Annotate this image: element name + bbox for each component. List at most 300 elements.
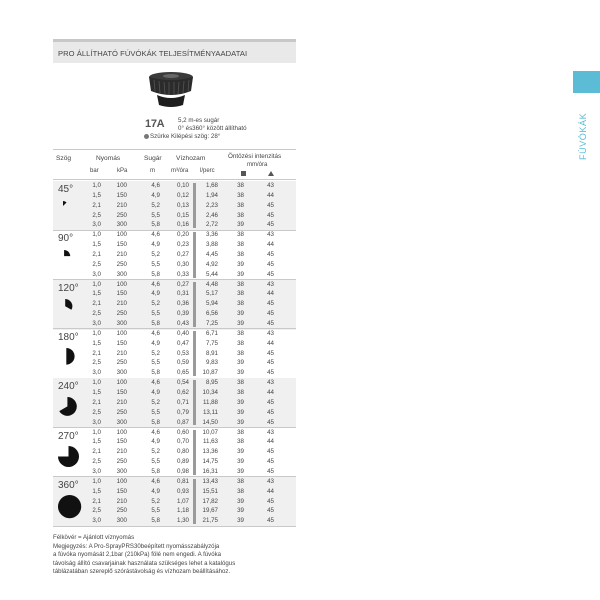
table-cell: 4,9 xyxy=(151,290,160,298)
table-row xyxy=(53,388,296,398)
table-cell: 44 xyxy=(267,339,274,347)
table-cell: 1,94 xyxy=(205,191,218,199)
table-cell: 2,5 xyxy=(92,260,101,268)
table-cell: 100 xyxy=(116,379,127,387)
table-cell: 16,31 xyxy=(202,467,218,475)
table-cell: 7,75 xyxy=(205,339,218,347)
table-row xyxy=(53,309,296,319)
table-cell: 2,1 xyxy=(92,398,101,406)
table-cell: 1,07 xyxy=(176,497,189,505)
table-cell: 150 xyxy=(116,487,127,495)
table-row xyxy=(53,447,296,457)
table-cell: 21,75 xyxy=(202,517,218,525)
exit-angle: Kilépési szög: 28° xyxy=(171,133,221,141)
table-cell: 38 xyxy=(237,251,244,259)
table-cell: 45 xyxy=(267,349,274,357)
table-group xyxy=(53,329,296,379)
table-cell: 0,27 xyxy=(176,251,189,259)
table-cell: 0,89 xyxy=(176,458,189,466)
table-cell: 0,33 xyxy=(176,270,189,278)
footnote-line: táblázatában szereplő szórástávolság és vízhozam beállításához. xyxy=(53,568,231,575)
table-cell: 6,56 xyxy=(205,310,218,318)
table-cell: 0,70 xyxy=(176,438,189,446)
table-cell: 39 xyxy=(237,497,244,505)
table-cell: 3,0 xyxy=(92,221,101,229)
header-bottom-rule xyxy=(53,179,296,180)
table-cell: 5,2 xyxy=(151,300,160,308)
table-cell: 4,9 xyxy=(151,438,160,446)
table-cell: 2,5 xyxy=(92,458,101,466)
table-cell: 0,15 xyxy=(176,211,189,219)
table-row xyxy=(53,487,296,497)
table-cell: 4,9 xyxy=(151,241,160,249)
table-group xyxy=(53,181,296,231)
table-cell: 44 xyxy=(267,290,274,298)
table-group xyxy=(53,477,296,527)
table-row xyxy=(53,211,296,221)
header-kpa: kPa xyxy=(117,168,128,174)
table-cell: 0,98 xyxy=(176,467,189,475)
table-cell: 4,6 xyxy=(151,477,160,485)
table-cell: 4,6 xyxy=(151,231,160,239)
table-row xyxy=(53,230,296,240)
table-cell: 39 xyxy=(237,369,244,377)
table-cell: 0,27 xyxy=(176,280,189,288)
table-cell: 300 xyxy=(116,418,127,426)
table-cell: 210 xyxy=(116,448,127,456)
table-cell: 13,36 xyxy=(202,448,218,456)
table-cell: 2,23 xyxy=(205,201,218,209)
table-cell: 150 xyxy=(116,290,127,298)
table-cell: 5,8 xyxy=(151,418,160,426)
table-group xyxy=(53,230,296,280)
footnote-line: Megjegyzés: A Pro-SprayPRS30beépített nyomásszabályzója xyxy=(53,542,220,550)
header-top-rule xyxy=(53,149,296,150)
table-cell: 250 xyxy=(116,408,127,416)
table-cell: 38 xyxy=(237,290,244,298)
table-cell: 5,8 xyxy=(151,467,160,475)
table-cell: 5,8 xyxy=(151,369,160,377)
table-cell: 43 xyxy=(267,329,274,337)
table-cell: 13,11 xyxy=(202,408,218,416)
table-row xyxy=(53,497,296,507)
table-cell: 250 xyxy=(116,458,127,466)
header-radius-unit: m xyxy=(150,168,155,174)
table-cell: 300 xyxy=(116,270,127,278)
header-flow-unit2: l/perc xyxy=(200,168,215,174)
table-cell: 2,5 xyxy=(92,359,101,367)
spec-line-color xyxy=(144,133,247,141)
table-cell: 39 xyxy=(237,310,244,318)
table-cell: 100 xyxy=(116,280,127,288)
table-cell: 0,65 xyxy=(176,369,189,377)
table-cell: 3,0 xyxy=(92,418,101,426)
table-row xyxy=(53,191,296,201)
table-cell: 38 xyxy=(237,379,244,387)
table-cell: 5,17 xyxy=(205,290,218,298)
table-cell: 0,16 xyxy=(176,221,189,229)
table-cell: 44 xyxy=(267,241,274,249)
table-cell: 210 xyxy=(116,398,127,406)
arc-angle-label: 90° xyxy=(58,233,74,245)
table-cell: 3,0 xyxy=(92,467,101,475)
table-cell: 45 xyxy=(267,467,274,475)
table-cell: 38 xyxy=(237,300,244,308)
table-row xyxy=(53,339,296,349)
header-precip: Öntözési intenzitás xyxy=(228,153,282,160)
table-cell: 250 xyxy=(116,260,127,268)
table-cell: 38 xyxy=(237,339,244,347)
table-cell: 1,0 xyxy=(92,329,101,337)
table-cell: 45 xyxy=(267,221,274,229)
table-cell: 45 xyxy=(267,517,274,525)
table-cell: 44 xyxy=(267,487,274,495)
table-cell: 4,6 xyxy=(151,280,160,288)
footnote-line: távolság állító csavarjainak használata szükséges lehet a katalógus xyxy=(53,559,236,567)
table-cell: 45 xyxy=(267,201,274,209)
table-cell: 1,5 xyxy=(92,438,101,446)
table-row xyxy=(53,299,296,309)
table-cell: 38 xyxy=(237,428,244,436)
table-cell: 1,5 xyxy=(92,389,101,397)
table-row xyxy=(53,329,296,339)
square-spacing-icon xyxy=(241,171,246,176)
table-cell: 0,71 xyxy=(176,398,189,406)
table-cell: 43 xyxy=(267,231,274,239)
table-cell: 39 xyxy=(237,517,244,525)
header-precip-unit: mm/óra xyxy=(247,162,268,168)
section-side-label: FÚVÓKÁK xyxy=(578,112,588,160)
table-row xyxy=(53,506,296,516)
table-cell: 150 xyxy=(116,438,127,446)
table-cell: 17,82 xyxy=(202,497,218,505)
table-cell: 5,5 xyxy=(151,211,160,219)
table-cell: 0,10 xyxy=(176,182,189,189)
table-cell: 1,5 xyxy=(92,191,101,199)
color-name: Szürke xyxy=(150,133,170,141)
header-angle: Szög xyxy=(56,155,72,162)
table-cell: 14,75 xyxy=(202,458,218,466)
table-cell: 43 xyxy=(267,182,274,189)
table-cell: 10,34 xyxy=(202,389,218,397)
table-cell: 0,60 xyxy=(176,428,189,436)
table-cell: 43 xyxy=(267,428,274,436)
table-cell: 38 xyxy=(237,211,244,219)
table-cell: 300 xyxy=(116,517,127,525)
table-cell: 2,1 xyxy=(92,448,101,456)
table-cell: 5,8 xyxy=(151,320,160,328)
table-cell: 3,36 xyxy=(205,231,218,239)
table-cell: 45 xyxy=(267,270,274,278)
table-cell: 1,30 xyxy=(176,517,189,525)
table-cell: 2,46 xyxy=(205,211,218,219)
table-cell: 100 xyxy=(116,329,127,337)
table-row xyxy=(53,408,296,418)
table-cell: 38 xyxy=(237,329,244,337)
table-cell: 3,88 xyxy=(205,241,218,249)
table-cell: 43 xyxy=(267,477,274,485)
table-cell: 38 xyxy=(237,438,244,446)
table-cell: 45 xyxy=(267,458,274,466)
arc-angle-label: 270° xyxy=(58,430,79,442)
table-row xyxy=(53,250,296,260)
table-cell: 250 xyxy=(116,211,127,219)
table-row xyxy=(53,181,296,191)
table-cell: 0,20 xyxy=(176,231,189,239)
table-cell: 300 xyxy=(116,320,127,328)
table-cell: 210 xyxy=(116,497,127,505)
table-cell: 13,43 xyxy=(202,477,218,485)
header-flow: Vízhozam xyxy=(176,155,206,162)
table-cell: 19,67 xyxy=(202,507,218,515)
table-cell: 15,51 xyxy=(202,487,218,495)
table-row xyxy=(53,349,296,359)
table-row xyxy=(53,457,296,467)
table-cell: 5,2 xyxy=(151,349,160,357)
table-cell: 44 xyxy=(267,438,274,446)
table-cell: 45 xyxy=(267,251,274,259)
table-cell: 100 xyxy=(116,182,127,189)
table-cell: 1,0 xyxy=(92,280,101,288)
table-cell: 5,2 xyxy=(151,497,160,505)
table-cell: 150 xyxy=(116,339,127,347)
table-cell: 45 xyxy=(267,320,274,328)
table-cell: 38 xyxy=(237,349,244,357)
table-cell: 39 xyxy=(237,221,244,229)
footnote-line: Félkövér = Ajánlott víznyomás xyxy=(53,534,135,541)
table-cell: 250 xyxy=(116,507,127,515)
table-cell: 5,2 xyxy=(151,251,160,259)
table-cell: 0,13 xyxy=(176,201,189,209)
table-cell: 43 xyxy=(267,280,274,288)
table-cell: 150 xyxy=(116,389,127,397)
table-row xyxy=(53,260,296,270)
table-cell: 1,0 xyxy=(92,428,101,436)
table-cell: 0,40 xyxy=(176,329,189,337)
table-group xyxy=(53,378,296,428)
table-cell: 3,0 xyxy=(92,369,101,377)
table-cell: 45 xyxy=(267,260,274,268)
table-cell: 4,48 xyxy=(205,280,218,288)
table-cell: 5,5 xyxy=(151,408,160,416)
table-cell: 300 xyxy=(116,467,127,475)
table-cell: 5,8 xyxy=(151,517,160,525)
table-cell: 5,2 xyxy=(151,398,160,406)
table-cell: 38 xyxy=(237,241,244,249)
table-cell: 45 xyxy=(267,211,274,219)
table-cell: 100 xyxy=(116,428,127,436)
table-cell: 3,0 xyxy=(92,517,101,525)
table-cell: 0,81 xyxy=(176,477,189,485)
table-cell: 45 xyxy=(267,418,274,426)
table-cell: 0,36 xyxy=(176,300,189,308)
table-cell: 250 xyxy=(116,310,127,318)
table-cell: 300 xyxy=(116,221,127,229)
table-cell: 11,88 xyxy=(202,398,218,406)
table-cell: 100 xyxy=(116,231,127,239)
table-cell: 14,50 xyxy=(202,418,218,426)
table-cell: 210 xyxy=(116,201,127,209)
table-cell: 4,9 xyxy=(151,339,160,347)
table-row xyxy=(53,201,296,211)
table-cell: 5,2 xyxy=(151,201,160,209)
table-cell: 210 xyxy=(116,349,127,357)
table-cell: 1,5 xyxy=(92,339,101,347)
table-cell: 2,5 xyxy=(92,310,101,318)
table-cell: 0,80 xyxy=(176,448,189,456)
table-group xyxy=(53,428,296,478)
table-cell: 210 xyxy=(116,300,127,308)
table-cell: 45 xyxy=(267,448,274,456)
table-cell: 1,18 xyxy=(176,507,189,515)
table-cell: 2,1 xyxy=(92,349,101,357)
arc-angle-label: 45° xyxy=(58,184,74,195)
table-cell: 2,1 xyxy=(92,497,101,505)
table-cell: 45 xyxy=(267,507,274,515)
spec-line: 5,2 m-es sugár xyxy=(178,117,220,124)
header-pressure: Nyomás xyxy=(96,155,121,162)
table-cell: 150 xyxy=(116,191,127,199)
table-cell: 45 xyxy=(267,408,274,416)
table-cell: 39 xyxy=(237,448,244,456)
table-cell: 39 xyxy=(237,398,244,406)
table-row xyxy=(53,428,296,438)
spec-line: 0° és360° között állítható xyxy=(178,125,247,133)
table-cell: 43 xyxy=(267,379,274,387)
table-cell: 9,83 xyxy=(205,359,218,367)
table-cell: 250 xyxy=(116,359,127,367)
table-row xyxy=(53,240,296,250)
table-cell: 38 xyxy=(237,389,244,397)
table-cell: 5,5 xyxy=(151,260,160,268)
table-cell: 2,72 xyxy=(205,221,218,229)
table-cell: 45 xyxy=(267,369,274,377)
table-cell: 0,12 xyxy=(176,191,189,199)
table-cell: 5,8 xyxy=(151,221,160,229)
table-cell: 8,95 xyxy=(205,379,218,387)
arc-angle-label: 360° xyxy=(58,479,79,491)
table-cell: 38 xyxy=(237,182,244,189)
table-cell: 5,94 xyxy=(205,300,218,308)
table-cell: 0,53 xyxy=(176,349,189,357)
table-cell: 39 xyxy=(237,408,244,416)
table-cell: 5,44 xyxy=(205,270,218,278)
section-tab-marker xyxy=(573,71,600,93)
table-cell: 38 xyxy=(237,487,244,495)
table-cell: 5,2 xyxy=(151,448,160,456)
table-cell: 38 xyxy=(237,191,244,199)
table-cell: 39 xyxy=(237,458,244,466)
table-cell: 44 xyxy=(267,389,274,397)
table-cell: 4,9 xyxy=(151,389,160,397)
table-cell: 0,59 xyxy=(176,359,189,367)
table-cell: 4,6 xyxy=(151,329,160,337)
footnote-line: a fúvóka nyomását 2,1bar (210kPa) fölé nem engedi. A fúvóka xyxy=(53,551,222,558)
header-bar: bar xyxy=(90,168,99,174)
table-cell: 5,5 xyxy=(151,310,160,318)
table-cell: 2,5 xyxy=(92,507,101,515)
table-cell: 45 xyxy=(267,359,274,367)
table-cell: 3,0 xyxy=(92,270,101,278)
table-cell: 1,68 xyxy=(205,182,218,189)
table-cell: 39 xyxy=(237,507,244,515)
table-cell: 4,9 xyxy=(151,191,160,199)
table-cell: 1,5 xyxy=(92,487,101,495)
table-cell: 4,6 xyxy=(151,428,160,436)
table-row xyxy=(53,477,296,487)
table-cell: 39 xyxy=(237,359,244,367)
table-cell: 4,6 xyxy=(151,182,160,189)
table-cell: 39 xyxy=(237,260,244,268)
table-cell: 39 xyxy=(237,467,244,475)
table-cell: 0,23 xyxy=(176,241,189,249)
table-cell: 1,0 xyxy=(92,231,101,239)
model-info xyxy=(144,117,294,149)
table-cell: 2,5 xyxy=(92,408,101,416)
table-cell: 6,71 xyxy=(205,329,218,337)
table-cell: 5,5 xyxy=(151,507,160,515)
table-cell: 8,91 xyxy=(205,349,218,357)
table-cell: 0,43 xyxy=(176,320,189,328)
table-cell: 5,8 xyxy=(151,270,160,278)
table-cell: 4,92 xyxy=(205,260,218,268)
table-cell: 5,5 xyxy=(151,359,160,367)
table-cell: 39 xyxy=(237,270,244,278)
table-cell: 45 xyxy=(267,300,274,308)
table-cell: 38 xyxy=(237,201,244,209)
group-rule xyxy=(53,526,296,527)
table-cell: 4,9 xyxy=(151,487,160,495)
table-cell: 300 xyxy=(116,369,127,377)
table-row xyxy=(53,378,296,388)
table-cell: 4,45 xyxy=(205,251,218,259)
table-cell: 4,6 xyxy=(151,379,160,387)
table-cell: 38 xyxy=(237,231,244,239)
table-cell: 2,1 xyxy=(92,251,101,259)
table-cell: 0,87 xyxy=(176,418,189,426)
table-cell: 100 xyxy=(116,477,127,485)
table-cell: 0,62 xyxy=(176,389,189,397)
table-cell: 45 xyxy=(267,497,274,505)
footnotes xyxy=(53,534,298,577)
table-cell: 10,87 xyxy=(202,369,218,377)
table-cell: 1,5 xyxy=(92,290,101,298)
table-cell: 44 xyxy=(267,191,274,199)
table-cell: 38 xyxy=(237,280,244,288)
table-row xyxy=(53,358,296,368)
table-cell: 0,30 xyxy=(176,260,189,268)
table-row xyxy=(53,280,296,290)
model-name: 17A xyxy=(145,118,165,130)
table-cell: 2,5 xyxy=(92,211,101,219)
table-cell: 7,25 xyxy=(205,320,218,328)
color-dot-icon xyxy=(144,134,149,139)
table-cell: 0,54 xyxy=(176,379,189,387)
table-cell: 39 xyxy=(237,320,244,328)
table-cell: 0,79 xyxy=(176,408,189,416)
header-flow-unit1: m³/óra xyxy=(171,168,189,174)
table-cell: 3,0 xyxy=(92,320,101,328)
section-title: PRO ÁLLÍTHATÓ FÚVÓKÁK TELJESÍTMÉNYAADATAI xyxy=(53,39,296,63)
table-cell: 210 xyxy=(116,251,127,259)
table-cell: 0,39 xyxy=(176,310,189,318)
arc-angle-label: 180° xyxy=(58,331,79,343)
table-cell: 150 xyxy=(116,241,127,249)
table-cell: 0,47 xyxy=(176,339,189,347)
arc-angle-label: 120° xyxy=(58,282,79,294)
table-row xyxy=(53,398,296,408)
table-cell: 1,0 xyxy=(92,182,101,189)
